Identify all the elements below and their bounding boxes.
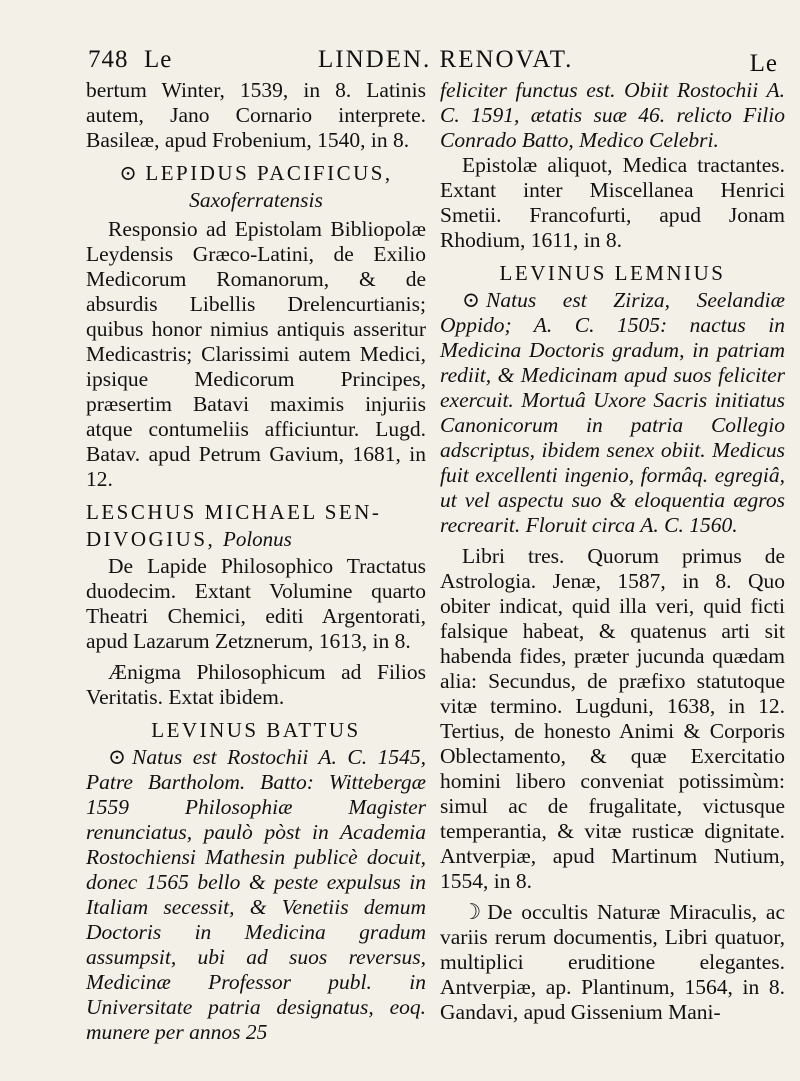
battus-bio-text: Natus est Rostochii A. C. 1545, Patre Bartholom. Batto: Wittebergæ 1559 Philosophiæ Magister renunciatus, paulò pòst in Academia Rostochiensi Mathesin publicè docuit, donec 1565 bello & peste expulsus in Italiam secessit, & Venetiis demum Doctoris in Medicina gradum assumpsit, ubi ad suos reversus, Medicinæ Professor publ. in Universitate patria designatus, eoq. munere per annos 25 <box>86 745 426 1044</box>
header-left-word: Le <box>144 46 173 73</box>
paragraph-battus-bio <box>86 745 426 1045</box>
moon-symbol: ☽ <box>462 900 482 924</box>
header-right-word: Le <box>749 50 778 77</box>
subtitle-lepidus: Saxoferratensis <box>189 188 323 212</box>
lemnius-bio-text: Natus est Ziriza, Seelandiæ Oppido; A. C. 1505: nactus in Medicina Doctoris gradum, in patriam rediit, & Medicinam apud suos feliciter exercuit. Mortuâ Uxore Sacris initiatus Canonicorum in patria Collegio adscriptus, ibidem senex obiit. Medicus fuit excellenti ingenio, formâq. egregiâ, ut vel aspectu suo & eloquentia ægros recrearit. Floruit circa A. C. 1560. <box>440 288 785 537</box>
header-title: LINDEN. RENOVAT. <box>318 46 574 73</box>
heading-battus: LEVINUS BATTUS <box>151 718 361 742</box>
right-column <box>440 78 785 1025</box>
paragraph-libri-tres: Libri tres. Quorum primus de Astrologia. Jenæ, 1587, in 8. Quo obiter indicat, quid illa veri, quid ficti falsique habeat, & quatenus arti sit habenda fides, præter jucunda quædam alia: Secundus, de præfixo statutoque vitæ termino. Lugduni, 1638, in 12. Tertius, de honesto Animi & Corporis Oblectamento, & quæ Exercitatio homini libero conveniat potissimùm: simul ac de frugalitate, victusque temperantia, & vitæ rusticæ dignitate. Antverpiæ, apud Martinum Nutium, 1554, in 8. <box>440 544 785 893</box>
sun-symbol: ⊙ <box>462 288 481 312</box>
subtitle-leschus: Polonus <box>223 527 292 551</box>
paragraph-leschus-1: De Lapide Philosophico Tractatus duodecim. Extant Volumine quarto Theatri Chemici, editi Argentorati, apud Lazarum Zetznerum, 1613, in 8. <box>86 554 426 653</box>
opening-paragraph: bertum Winter, 1539, in 8. Latinis autem, Jano Cornario interprete. Basileæ, apud Frobenium, 1540, in 8. <box>86 78 426 152</box>
left-column <box>86 78 426 1045</box>
heading-leschus-line2 <box>86 527 426 552</box>
paragraph-lemnius-bio <box>440 288 785 538</box>
heading-lepidus <box>86 161 426 186</box>
paragraph-leschus-2: Ænigma Philosophicum ad Filios Veritatis. Extat ibidem. <box>86 660 426 709</box>
page-number: 748 <box>88 46 129 73</box>
paragraph-epistolae: Epistolæ aliquot, Medica tractantes. Extant inter Miscellanea Henrici Smetii. Francofurti, apud Jonam Rhodium, 1611, in 8. <box>440 153 785 252</box>
heading-leschus-name: DIVOGIUS, <box>86 527 216 551</box>
battus-continuation: feliciter functus est. Obiit Rostochii A. C. 1591, ætatis suæ 46. relicto Filio Conrado Batto, Medico Celebri. <box>440 78 785 152</box>
occultis-text: De occultis Naturæ Miraculis, ac variis rerum documentis, Libri quatuor, multiplici eruditione elegantes. Antverpiæ, ap. Plantinum, 1564, in 8. Gandavi, apud Gissenium Mani- <box>440 900 785 1024</box>
sun-symbol: ⊙ <box>108 745 127 769</box>
paragraph-lepidus: Responsio ad Epistolam Bibliopolæ Leydensis Græco-Latini, de Exilio Medicorum Romanorum, & de absurdis Libellis Drelencurtianis; quibus honor nimius antiquis asseritur Medicastris; Clarissimi autem Medici, ipsique Medicorum Principes, præsertim Batavi maximis injuriis atque contumeliis afficiuntur. Lugd. Batav. apud Petrum Gavium, 1681, in 12. <box>86 217 426 491</box>
heading-leschus-line1: LESCHUS MICHAEL SEN- <box>86 500 382 524</box>
paragraph-occultis <box>440 900 785 1025</box>
sun-symbol: ⊙ <box>119 161 140 185</box>
heading-lepidus-text: LEPIDUS PACIFICUS, <box>145 161 393 185</box>
heading-lemnius: LEVINUS LEMNIUS <box>499 261 726 285</box>
